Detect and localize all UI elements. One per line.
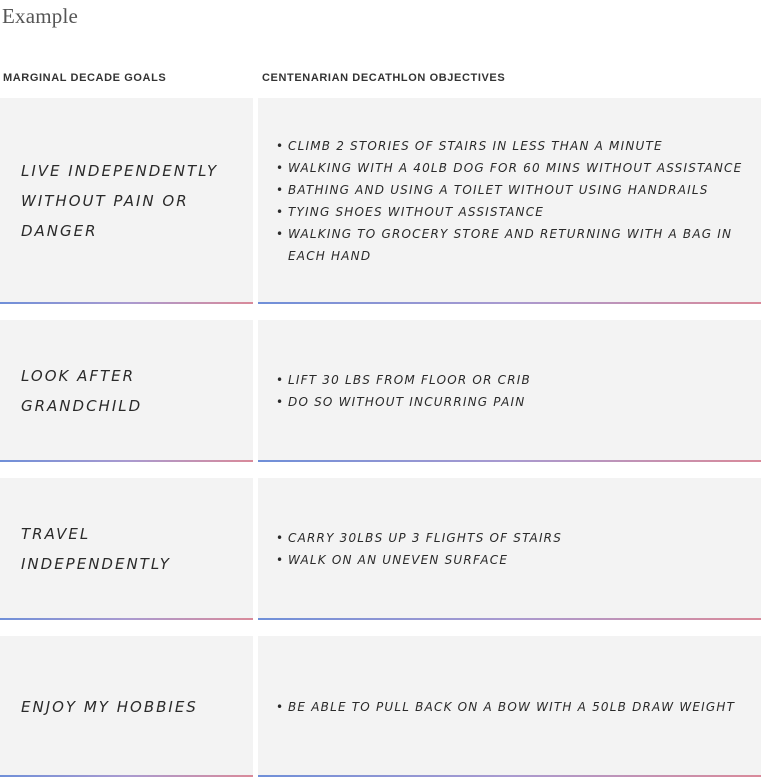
objectives-cell — [258, 98, 761, 304]
objectives-cell — [258, 320, 761, 462]
objective-text: WALKING WITH A 40LB DOG FOR 60 MINS WITHOUT ASSISTANCE — [288, 161, 743, 175]
list-item — [274, 135, 753, 157]
row-divider — [0, 302, 253, 304]
bullet-icon: • — [276, 553, 285, 567]
table-row — [0, 478, 761, 620]
objectives-list — [274, 696, 753, 718]
objective-text: TYING SHOES WITHOUT ASSISTANCE — [288, 205, 545, 219]
row-divider — [258, 618, 761, 620]
bullet-icon: • — [276, 139, 285, 153]
objectives-cell — [258, 636, 761, 777]
bullet-icon: • — [276, 395, 285, 409]
list-item — [274, 527, 753, 549]
list-item — [274, 696, 753, 718]
goal-cell — [0, 636, 253, 777]
row-divider — [0, 618, 253, 620]
goal-cell — [0, 478, 253, 620]
table-row — [0, 98, 761, 304]
objectives-list — [274, 527, 753, 571]
goals-column-header: MARGINAL DECADE GOALS — [3, 72, 167, 84]
goal-text: ENJOY MY HOBBIES — [21, 697, 198, 716]
objectives-column-header: CENTENARIAN DECATHLON OBJECTIVES — [262, 72, 506, 84]
table-row — [0, 636, 761, 777]
bullet-icon: • — [276, 161, 285, 175]
list-item — [274, 223, 753, 267]
row-divider — [258, 302, 761, 304]
bullet-icon: • — [276, 699, 285, 714]
goal-text: TRAVEL INDEPENDENTLY — [21, 525, 171, 573]
objective-text: CARRY 30LBS UP 3 FLIGHTS OF STAIRS — [288, 531, 563, 545]
bullet-icon: • — [276, 183, 285, 197]
list-item — [274, 369, 753, 391]
goal-text: LIVE INDEPENDENTLY WITHOUT PAIN OR DANGER — [21, 162, 219, 240]
objectives-list — [274, 369, 753, 413]
list-item — [274, 157, 753, 179]
objective-text: LIFT 30 LBS FROM FLOOR OR CRIB — [288, 373, 531, 387]
objectives-list — [274, 135, 753, 267]
bullet-icon: • — [276, 227, 285, 241]
row-divider — [258, 460, 761, 462]
objective-text: BATHING AND USING A TOILET WITHOUT USING HANDRAILS — [288, 183, 709, 197]
goal-cell — [0, 98, 253, 304]
goal-text: LOOK AFTER GRANDCHILD — [21, 367, 143, 415]
goal-cell — [0, 320, 253, 462]
objective-text: WALKING TO GROCERY STORE AND RETURNING WITH A BAG IN EACH HAND — [288, 227, 733, 263]
page-title: Example — [2, 4, 79, 28]
objective-text: BE ABLE TO PULL BACK ON A BOW WITH A 50LB DRAW WEIGHT — [288, 699, 736, 714]
bullet-icon: • — [276, 205, 285, 219]
objective-text: DO SO WITHOUT INCURRING PAIN — [288, 395, 526, 409]
table-row — [0, 320, 761, 462]
list-item — [274, 549, 753, 571]
objective-text: CLIMB 2 STORIES OF STAIRS IN LESS THAN A MINUTE — [288, 139, 663, 153]
bullet-icon: • — [276, 373, 285, 387]
row-divider — [0, 460, 253, 462]
list-item — [274, 179, 753, 201]
bullet-icon: • — [276, 531, 285, 545]
objectives-cell — [258, 478, 761, 620]
list-item — [274, 391, 753, 413]
objective-text: WALK ON AN UNEVEN SURFACE — [288, 553, 509, 567]
list-item — [274, 201, 753, 223]
